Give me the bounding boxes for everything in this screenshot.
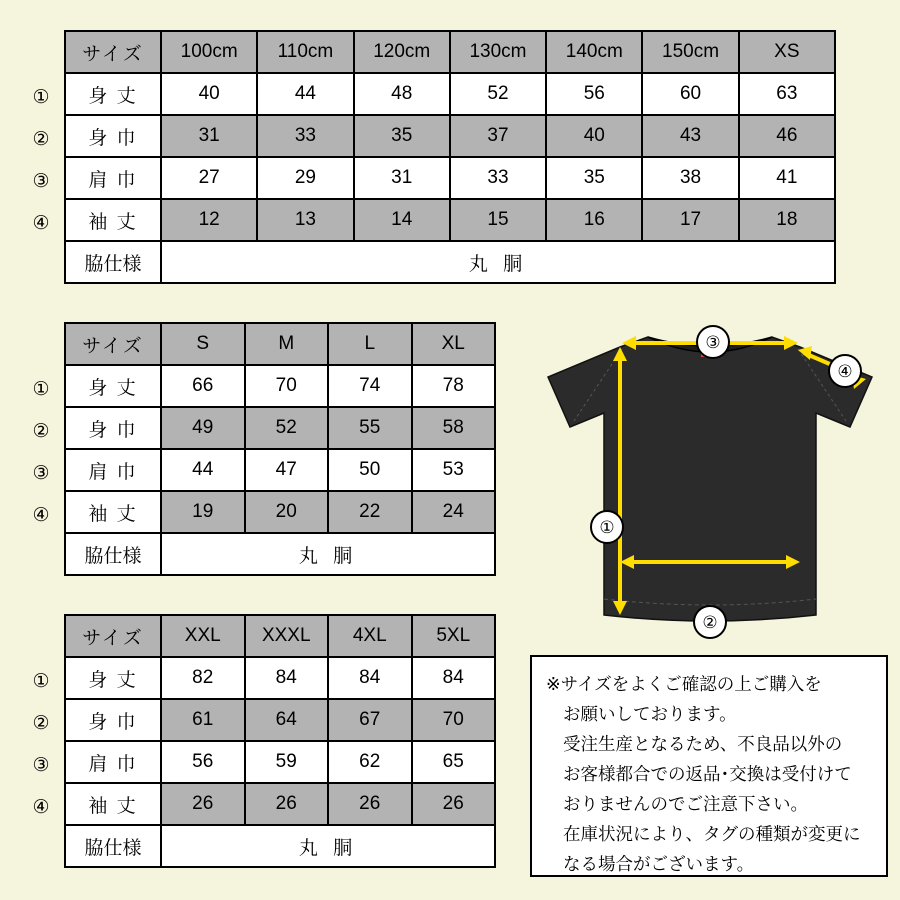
header-cell: 110cm xyxy=(257,31,353,73)
row-marker: ③ xyxy=(32,462,50,484)
cell: 84 xyxy=(412,657,496,699)
cell: 60 xyxy=(642,73,738,115)
table-footer-row xyxy=(65,825,495,867)
table-row xyxy=(65,657,495,699)
row-marker: ④ xyxy=(32,212,50,234)
cell: 62 xyxy=(328,741,412,783)
row-label: 肩 巾 xyxy=(65,449,161,491)
row-marker: ③ xyxy=(32,170,50,192)
header-cell: 100cm xyxy=(161,31,257,73)
header-cell: XS xyxy=(739,31,835,73)
table-row xyxy=(65,783,495,825)
row-label: 身 丈 xyxy=(65,365,161,407)
header-cell: XL xyxy=(412,323,496,365)
cell: 12 xyxy=(161,199,257,241)
row-label: 袖 丈 xyxy=(65,491,161,533)
cell: 84 xyxy=(328,657,412,699)
row-marker: ① xyxy=(32,378,50,400)
size-table-adult xyxy=(64,322,496,576)
row-marker: ④ xyxy=(32,504,50,526)
footer-label: 脇仕様 xyxy=(65,825,161,867)
cell: 15 xyxy=(450,199,546,241)
table-row xyxy=(65,741,495,783)
marker-column-adult xyxy=(18,322,64,578)
cell: 19 xyxy=(161,491,245,533)
cell: 13 xyxy=(257,199,353,241)
row-marker: ② xyxy=(32,712,50,734)
header-cell: XXXL xyxy=(245,615,329,657)
cell: 70 xyxy=(245,365,329,407)
cell: 35 xyxy=(546,157,642,199)
row-label: 身 巾 xyxy=(65,115,161,157)
cell: 31 xyxy=(354,157,450,199)
size-table-kids xyxy=(64,30,836,284)
cell: 55 xyxy=(328,407,412,449)
cell: 31 xyxy=(161,115,257,157)
table-row xyxy=(65,157,835,199)
row-label: 袖 丈 xyxy=(65,783,161,825)
row-label: 身 丈 xyxy=(65,657,161,699)
table-row xyxy=(65,115,835,157)
cell: 27 xyxy=(161,157,257,199)
cell: 78 xyxy=(412,365,496,407)
header-cell: L xyxy=(328,323,412,365)
row-marker: ② xyxy=(32,420,50,442)
cell: 67 xyxy=(328,699,412,741)
cell: 26 xyxy=(245,783,329,825)
cell: 61 xyxy=(161,699,245,741)
marker-column-big xyxy=(18,614,64,870)
notice-line: なる場合がございます。 xyxy=(563,854,755,874)
header-cell: サイズ xyxy=(65,31,161,73)
footer-label: 脇仕様 xyxy=(65,241,161,283)
badge-sleeve-length: ④ xyxy=(828,354,862,388)
cell: 48 xyxy=(354,73,450,115)
row-marker: ① xyxy=(32,670,50,692)
cell: 33 xyxy=(257,115,353,157)
cell: 33 xyxy=(450,157,546,199)
cell: 20 xyxy=(245,491,329,533)
cell: 84 xyxy=(245,657,329,699)
cell: 40 xyxy=(546,115,642,157)
footer-label: 脇仕様 xyxy=(65,533,161,575)
table-row xyxy=(65,365,495,407)
cell: 52 xyxy=(450,73,546,115)
header-cell: サイズ xyxy=(65,615,161,657)
cell: 64 xyxy=(245,699,329,741)
row-label: 身 巾 xyxy=(65,407,161,449)
header-cell: 4XL xyxy=(328,615,412,657)
table-header-row xyxy=(65,31,835,73)
cell: 66 xyxy=(161,365,245,407)
size-table-adult-block xyxy=(18,322,496,578)
row-marker: ① xyxy=(32,86,50,108)
cell: 65 xyxy=(412,741,496,783)
badge-shoulder-width: ③ xyxy=(696,325,730,359)
row-marker: ② xyxy=(32,128,50,150)
table-row xyxy=(65,449,495,491)
cell: 58 xyxy=(412,407,496,449)
cell: 49 xyxy=(161,407,245,449)
cell: 22 xyxy=(328,491,412,533)
cell: 40 xyxy=(161,73,257,115)
table-row xyxy=(65,407,495,449)
row-label: 身 巾 xyxy=(65,699,161,741)
row-marker: ④ xyxy=(32,796,50,818)
header-cell: 150cm xyxy=(642,31,738,73)
cell: 24 xyxy=(412,491,496,533)
cell: 14 xyxy=(354,199,450,241)
notice-box xyxy=(530,655,888,877)
cell: 37 xyxy=(450,115,546,157)
cell: 46 xyxy=(739,115,835,157)
cell: 59 xyxy=(245,741,329,783)
cell: 16 xyxy=(546,199,642,241)
cell: 53 xyxy=(412,449,496,491)
cell: 44 xyxy=(257,73,353,115)
cell: 26 xyxy=(161,783,245,825)
cell: 26 xyxy=(328,783,412,825)
size-table-big xyxy=(64,614,496,868)
table-footer-row xyxy=(65,241,835,283)
cell: 56 xyxy=(161,741,245,783)
header-cell: S xyxy=(161,323,245,365)
table-footer-row xyxy=(65,533,495,575)
notice-line: おりませんのでご注意下さい。 xyxy=(563,794,808,814)
shirt-body xyxy=(548,337,872,621)
cell: 41 xyxy=(739,157,835,199)
table-row xyxy=(65,73,835,115)
table-row xyxy=(65,199,835,241)
cell: 47 xyxy=(245,449,329,491)
cell: 43 xyxy=(642,115,738,157)
header-cell: 130cm xyxy=(450,31,546,73)
cell: 18 xyxy=(739,199,835,241)
table-header-row xyxy=(65,615,495,657)
size-table-kids-block xyxy=(18,30,836,286)
cell: 17 xyxy=(642,199,738,241)
header-cell: 5XL xyxy=(412,615,496,657)
row-label: 袖 丈 xyxy=(65,199,161,241)
table-header-row xyxy=(65,323,495,365)
header-cell: 120cm xyxy=(354,31,450,73)
header-cell: M xyxy=(245,323,329,365)
footer-value: 丸 胴 xyxy=(161,241,835,283)
notice-line: お願いしております。 xyxy=(563,704,737,724)
size-table-big-block xyxy=(18,614,496,870)
row-label: 肩 巾 xyxy=(65,157,161,199)
row-label: 身 丈 xyxy=(65,73,161,115)
cell: 56 xyxy=(546,73,642,115)
marker-column-kids xyxy=(18,30,64,286)
row-marker: ③ xyxy=(32,754,50,776)
cell: 63 xyxy=(739,73,835,115)
cell: 35 xyxy=(354,115,450,157)
notice-line: 在庫状況により、タグの種類が変更に xyxy=(563,824,861,844)
footer-value: 丸 胴 xyxy=(161,533,495,575)
cell: 50 xyxy=(328,449,412,491)
cell: 29 xyxy=(257,157,353,199)
notice-line: ※サイズをよくご確認の上ご購入を xyxy=(546,674,822,694)
cell: 38 xyxy=(642,157,738,199)
tshirt-diagram xyxy=(530,315,890,645)
cell: 82 xyxy=(161,657,245,699)
notice-line: お客様都合での返品･交換は受付けて xyxy=(563,764,852,784)
header-cell: サイズ xyxy=(65,323,161,365)
row-label: 肩 巾 xyxy=(65,741,161,783)
cell: 44 xyxy=(161,449,245,491)
badge-body-width: ② xyxy=(693,605,727,639)
table-row xyxy=(65,699,495,741)
footer-value: 丸 胴 xyxy=(161,825,495,867)
header-cell: XXL xyxy=(161,615,245,657)
notice-line: 受注生産となるため、不良品以外の xyxy=(563,734,843,754)
table-row xyxy=(65,491,495,533)
cell: 26 xyxy=(412,783,496,825)
cell: 70 xyxy=(412,699,496,741)
cell: 52 xyxy=(245,407,329,449)
cell: 74 xyxy=(328,365,412,407)
badge-body-length: ① xyxy=(590,510,624,544)
header-cell: 140cm xyxy=(546,31,642,73)
